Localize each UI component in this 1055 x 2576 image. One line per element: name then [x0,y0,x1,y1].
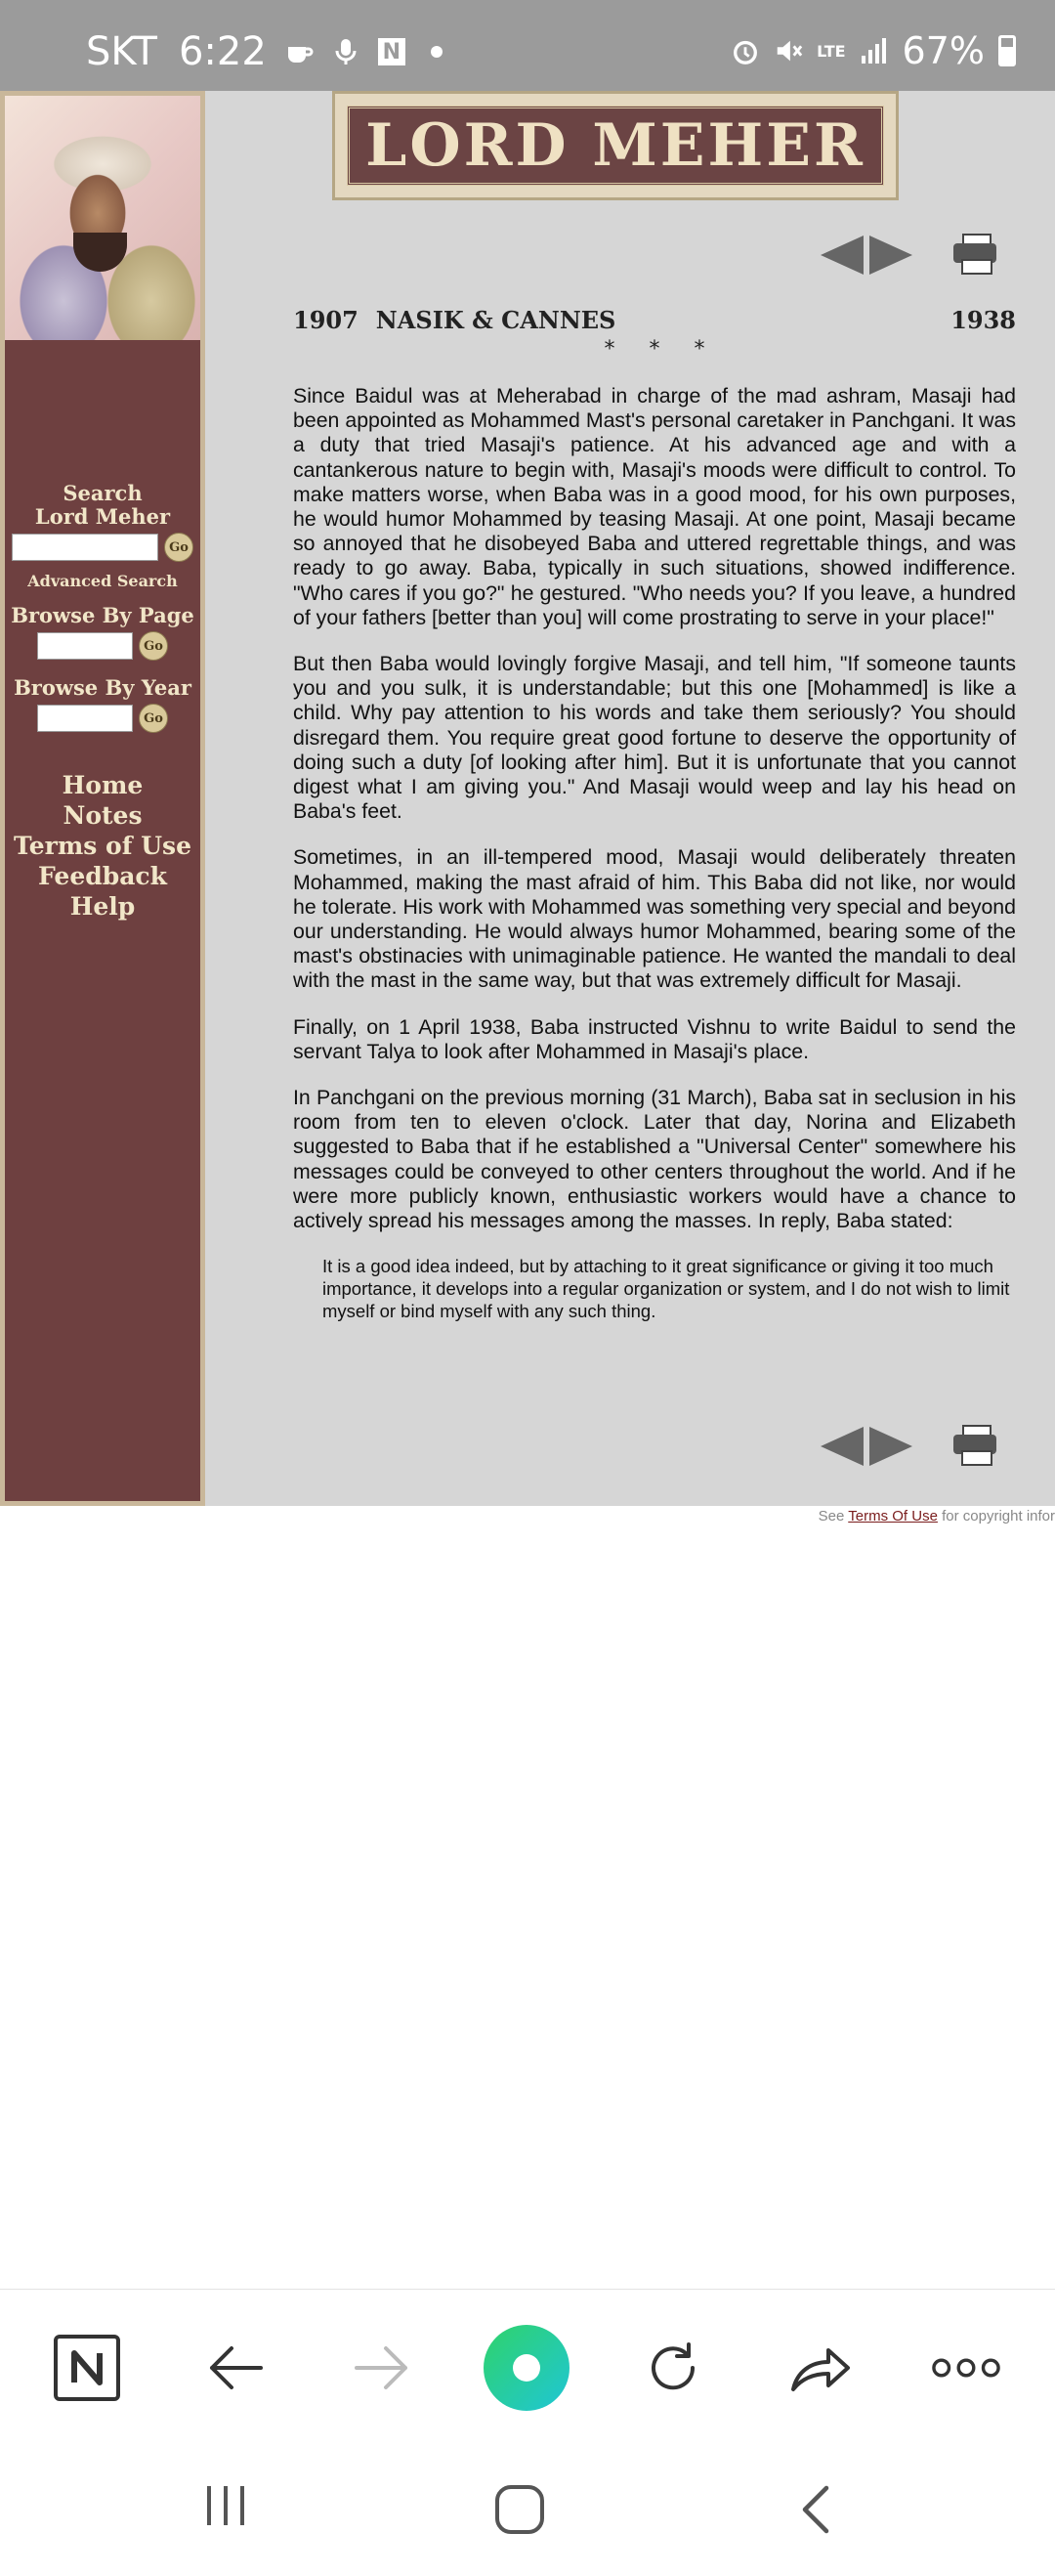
browse-year-label: Browse By Year [14,675,191,700]
search-go-button[interactable]: Go [164,533,193,562]
refresh-icon[interactable] [639,2334,707,2402]
browser-toolbar [0,2289,1055,2436]
chapter-heading [293,306,1016,334]
browse-page-go-button[interactable]: Go [139,631,168,661]
next-page-arrow-icon[interactable] [869,236,912,275]
status-bar [0,0,1055,91]
next-page-arrow-icon[interactable] [869,1427,912,1466]
year-start: 1907 [293,306,359,334]
browse-year-go-button[interactable]: Go [139,704,168,733]
separator-stars: * * * [604,337,705,362]
page-nav-top [821,236,912,275]
lte-label: LTE [817,41,846,61]
sidebar-nav [8,770,197,922]
carrier-label: SKT [86,29,157,74]
n-logo-icon[interactable] [53,2334,121,2402]
print-icon[interactable] [953,1425,996,1464]
microphone-icon [331,37,360,66]
clock: 6:22 [178,29,267,74]
system-nav-bar [0,2435,1055,2576]
share-icon[interactable] [785,2334,854,2402]
terms-of-use-link[interactable]: Terms Of Use [848,1508,938,1524]
recent-apps-icon[interactable] [203,2484,248,2531]
paragraph: But then Baba would lovingly forgive Masaji, and tell him, "If someone taunts you and you sulk, it is understandable; but this one [Mohammed] is like a child. Why pay attention to his words and take them seriously? You should disregard them. You require great good fortune to deserve the opportunity of doing such a duty [of looking after him]. But it is unfortunate that you cannot digest what I am giving you." And Masaji would weep and lay his head on Baba's feet. [293,652,1016,824]
mute-icon [774,36,803,65]
nav-notes-link[interactable]: Notes [63,801,143,830]
paragraph: Sometimes, in an ill-tempered mood, Masaji would deliberately threaten Mohammed, making the mast afraid of him. This Baba did not like, nor would he tolerate. His work with Mohammed was something very special and beyond our understanding. He would always humor Mohammed, bearing some of the mast's obstinacies with unimaginable patience. He wanted the mandali to deal with the mast in the same way, but that was extremely difficult for Masaji. [293,845,1016,993]
main-content [205,91,1055,1506]
meher-baba-portrait [5,96,200,340]
signal-icon [860,36,889,65]
battery-icon [998,35,1016,66]
nav-terms-link[interactable]: Terms of Use [14,832,191,860]
more-icon[interactable] [932,2334,1000,2402]
site-banner[interactable] [332,91,899,200]
n-notification-icon: N [378,38,405,65]
back-arrow-icon[interactable] [201,2334,270,2402]
advanced-search-link[interactable]: Advanced Search [27,572,178,590]
place-title: NASIK & CANNES [375,306,616,334]
sidebar [0,91,205,1506]
battery-percent: 67% [902,29,985,72]
page-nav-bottom [821,1427,912,1466]
search-input[interactable] [12,534,158,561]
prev-page-arrow-icon[interactable] [821,236,864,275]
article-text [293,384,1016,1322]
browse-page-input[interactable] [37,632,133,660]
nav-help-link[interactable]: Help [69,892,136,921]
print-icon[interactable] [953,234,996,273]
nav-home-link[interactable]: Home [62,771,144,799]
back-icon[interactable] [799,2484,832,2539]
web-page [0,91,1055,1506]
nav-feedback-link[interactable]: Feedback [38,862,167,890]
browse-page-label: Browse By Page [11,603,194,627]
forward-arrow-icon[interactable] [348,2334,416,2402]
banner-title: LORD MEHER [347,106,884,186]
year-end: 1938 [950,306,1016,334]
paragraph: In Panchgani on the previous morning (31 March), Baba sat in seclusion in his room from ten to eleven o'clock. Later that day, Norina and Elizabeth suggested to Baba that if he established a "Universal Center" somewhere his messages could be conveyed to other centers throughout the world. And if he were more publicly known, enthusiastic workers would have a chance to actively spread his messages among the masses. In reply, Baba stated: [293,1086,1016,1233]
paragraph: Finally, on 1 April 1938, Baba instructed Vishnu to write Baidul to send the servant Talya to look after Mohammed in Masaji's place. [293,1014,1016,1063]
block-quote: It is a good idea indeed, but by attaching to it great significance or giving it too much importance, it develops into a regular organization or system, and I do not wish to limit myself or bind myself with any such thing. [322,1256,1010,1322]
notification-dot-icon [431,46,443,58]
home-circle-icon[interactable] [483,2324,570,2412]
search-label: Search Lord Meher [34,481,171,529]
copyright-note: See Terms Of Use for copyright infor [818,1508,1055,1524]
alarm-icon [731,36,760,65]
paragraph: Since Baidul was at Meherabad in charge of the mad ashram, Masaji had been appointed as Mohammed Mast's personal caretaker in Panchgani. It was a duty that tried Masaji's patience. At his advanced age and with a cantankerous nature to begin with, Masaji's moods were difficult to control. To make matters worse, when Baba was in a good mood, for his own purposes, he would humor Mohammed by teasing Masaji. At one point, Masaji became so annoyed that he disobeyed Baba and uttered regrettable things, and was ready to go away. Baba, typically in such situations, showed indifference. "Who cares if you go?" he gestured. "Who needs you? If you leave, a hundred of your fathers [better than you] will come prostrating to serve in your place!" [293,384,1016,629]
home-icon[interactable] [494,2484,545,2539]
browse-year-input[interactable] [37,705,133,732]
coffee-icon [284,37,314,66]
prev-page-arrow-icon[interactable] [821,1427,864,1466]
